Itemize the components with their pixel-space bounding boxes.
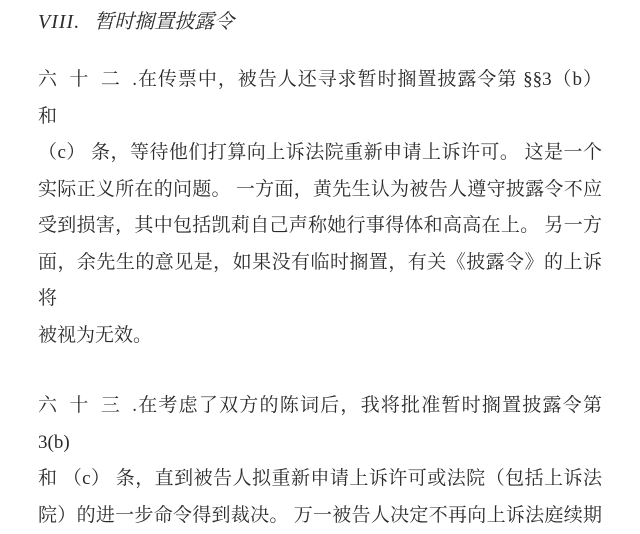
- paragraph-62-line-2: （c） 条，等待他们打算向上诉法院重新申请上诉许可。 这是一个: [38, 135, 602, 172]
- paragraph-62-line-6: 被视为无效。: [38, 318, 602, 355]
- section-title: 暂时搁置披露令: [94, 11, 234, 33]
- paragraph-63-number: 六十三.: [38, 388, 137, 425]
- paragraph-62-line-1-text: 在传票中，被告人还寻求暂时搁置披露令第 §§3（b） 和: [38, 69, 602, 127]
- paragraph-63-line-2: 和 （c） 条，直到被告人拟重新申请上诉许可或法院（包括上诉法: [38, 461, 602, 498]
- paragraph-63: [38, 388, 602, 534]
- paragraph-62: [38, 62, 602, 354]
- paragraph-62-line-1: [38, 62, 602, 135]
- paragraph-62-line-5: 面，余先生的意见是，如果没有临时搁置，有关《披露令》的上诉将: [38, 245, 602, 318]
- paragraph-63-line-3: 院）的进一步命令得到裁决。 万一被告人决定不再向上诉法庭续期: [38, 498, 602, 534]
- section-number: VIII.: [38, 11, 80, 33]
- paragraph-62-number: 六十二.: [38, 62, 137, 99]
- section-heading: [38, 8, 602, 36]
- paragraph-62-line-4: 受到损害，其中包括凯莉自己声称她行事得体和高高在上。 另一方: [38, 208, 602, 245]
- paragraph-62-line-3: 实际正义所在的问题。 一方面，黄先生认为被告人遵守披露令不应: [38, 172, 602, 209]
- paragraph-63-line-1: [38, 388, 602, 461]
- paragraph-63-line-1-text: 在考虑了双方的陈词后，我将批准暂时搁置披露令第 3(b): [38, 395, 602, 453]
